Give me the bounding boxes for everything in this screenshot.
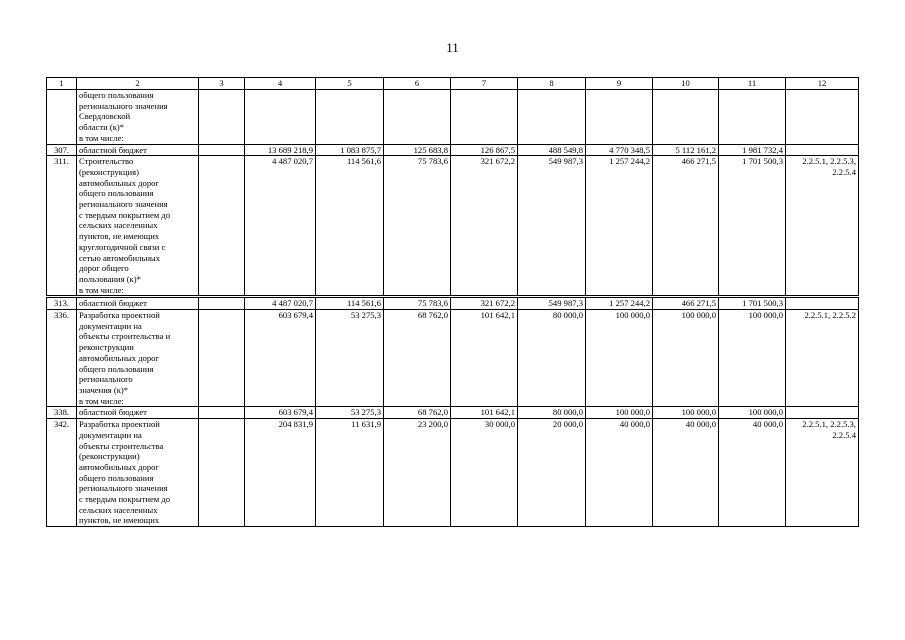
target-code-line: 2.2.5.4 bbox=[832, 429, 856, 440]
name-line: с твердым покрытием до bbox=[79, 494, 171, 505]
value-cell-c7: 101 642,1 bbox=[451, 407, 518, 419]
value-cell-c11: 100 000,0 bbox=[719, 407, 786, 419]
source-cell bbox=[199, 90, 245, 145]
value-cell-c6: 68 762,0 bbox=[384, 407, 451, 419]
header-cell: 11 bbox=[719, 78, 786, 90]
name-cell bbox=[77, 407, 199, 419]
name-line: общего пользования bbox=[79, 188, 154, 199]
value-cell-c9: 100 000,0 bbox=[586, 310, 653, 407]
source-cell bbox=[199, 297, 245, 310]
value-cell-c5: 11 631,9 bbox=[316, 419, 384, 527]
name-cell bbox=[77, 90, 199, 145]
name-line: (реконструкция) bbox=[79, 166, 139, 177]
target-code-cell bbox=[786, 419, 859, 527]
value-cell-c4: 603 679,4 bbox=[245, 310, 316, 407]
source-cell bbox=[199, 310, 245, 407]
value-cell-c11: 1 701 500,3 bbox=[719, 297, 786, 310]
target-code-line: 2.2.5.1, 2.2.5.3, bbox=[802, 419, 856, 430]
value-cell-c6: 75 783,6 bbox=[384, 297, 451, 310]
value-cell-c5: 1 083 875,7 bbox=[316, 144, 384, 156]
table-row bbox=[47, 297, 859, 310]
header-cell: 2 bbox=[77, 78, 199, 90]
name-line: в том числе: bbox=[79, 284, 124, 295]
value-cell-c8: 488 549,8 bbox=[518, 144, 586, 156]
name-line: пользования (к)* bbox=[79, 273, 141, 284]
target-code-cell bbox=[786, 144, 859, 156]
header-cell: 4 bbox=[245, 78, 316, 90]
header-cell: 12 bbox=[786, 78, 859, 90]
name-line: областной бюджет bbox=[79, 298, 147, 309]
source-cell bbox=[199, 419, 245, 527]
target-code-cell bbox=[786, 156, 859, 297]
name-line: Разработка проектной bbox=[79, 310, 160, 321]
value-cell-c9: 40 000,0 bbox=[586, 419, 653, 527]
table-row bbox=[47, 407, 859, 419]
name-line: автомобильных дорог bbox=[79, 352, 159, 363]
source-cell bbox=[199, 156, 245, 297]
value-cell-c10: 466 271,5 bbox=[653, 297, 719, 310]
value-cell-c9: 1 257 244,2 bbox=[586, 297, 653, 310]
name-line: дорог общего bbox=[79, 263, 129, 274]
target-code-line: 2.2.5.1, 2.2.5.3, bbox=[802, 156, 856, 167]
value-cell-c7: 101 642,1 bbox=[451, 310, 518, 407]
name-cell bbox=[77, 144, 199, 156]
budget-table bbox=[46, 77, 859, 527]
target-code-line: 2.2.5.4 bbox=[832, 166, 856, 177]
name-line: (реконструкции) bbox=[79, 451, 140, 462]
table-row bbox=[47, 144, 859, 156]
value-cell-c6: 125 683,8 bbox=[384, 144, 451, 156]
value-cell-c5: 114 561,6 bbox=[316, 156, 384, 297]
value-cell-c11: 40 000,0 bbox=[719, 419, 786, 527]
value-cell-c10: 466 271,5 bbox=[653, 156, 719, 297]
value-cell-c4: 603 679,4 bbox=[245, 407, 316, 419]
name-line: Разработка проектной bbox=[79, 419, 160, 430]
name-line: общего пользования bbox=[79, 90, 154, 100]
table-row bbox=[47, 310, 859, 407]
name-line: реконструкции bbox=[79, 342, 134, 353]
name-line: регионального значения bbox=[79, 199, 168, 210]
value-cell-c4: 13 689 218,9 bbox=[245, 144, 316, 156]
name-line: объекты строительства и bbox=[79, 331, 171, 342]
header-cell: 3 bbox=[199, 78, 245, 90]
row-number-cell bbox=[47, 90, 77, 145]
value-cell-c10: 100 000,0 bbox=[653, 310, 719, 407]
value-cell-c7: 321 672,2 bbox=[451, 297, 518, 310]
name-line: областной бюджет bbox=[79, 407, 147, 418]
value-cell-c7: 126 867,5 bbox=[451, 144, 518, 156]
name-cell bbox=[77, 310, 199, 407]
source-cell bbox=[199, 407, 245, 419]
value-cell-c8: 80 000,0 bbox=[518, 407, 586, 419]
value-cell-c6: 23 200,0 bbox=[384, 419, 451, 527]
value-cell-c8: 80 000,0 bbox=[518, 310, 586, 407]
header-cell: 5 bbox=[316, 78, 384, 90]
header-cell: 7 bbox=[451, 78, 518, 90]
value-cell-c10 bbox=[653, 90, 719, 145]
value-cell-c5: 114 561,6 bbox=[316, 297, 384, 310]
name-line: сельских населенных bbox=[79, 504, 158, 515]
value-cell-c7: 30 000,0 bbox=[451, 419, 518, 527]
name-line: сетью автомобильных bbox=[79, 252, 160, 263]
value-cell-c10: 5 112 161,2 bbox=[653, 144, 719, 156]
header-row bbox=[47, 78, 859, 90]
row-number-cell: 342. bbox=[47, 419, 77, 527]
value-cell-c6 bbox=[384, 90, 451, 145]
table-row bbox=[47, 419, 859, 527]
name-line: с твердым покрытием до bbox=[79, 209, 171, 220]
name-line: в том числе: bbox=[79, 395, 124, 406]
value-cell-c9 bbox=[586, 90, 653, 145]
name-line: объекты строительства bbox=[79, 440, 164, 451]
name-line: областной бюджет bbox=[79, 144, 147, 155]
value-cell-c8 bbox=[518, 90, 586, 145]
row-number-cell: 338. bbox=[47, 407, 77, 419]
name-line: сельских населенных bbox=[79, 220, 158, 231]
target-code-cell bbox=[786, 297, 859, 310]
target-code-cell bbox=[786, 407, 859, 419]
value-cell-c10: 40 000,0 bbox=[653, 419, 719, 527]
name-line: Строительство bbox=[79, 156, 134, 167]
value-cell-c5: 53 275,3 bbox=[316, 310, 384, 407]
name-line: области (к)* bbox=[79, 122, 125, 133]
header-cell: 6 bbox=[384, 78, 451, 90]
table-row bbox=[47, 156, 859, 297]
name-line: общего пользования bbox=[79, 363, 154, 374]
name-line: в том числе: bbox=[79, 132, 124, 143]
value-cell-c8: 549 987,3 bbox=[518, 297, 586, 310]
value-cell-c5 bbox=[316, 90, 384, 145]
page-number: 11 bbox=[446, 40, 459, 55]
target-code-cell bbox=[786, 90, 859, 145]
name-line: круглогодичной связи с bbox=[79, 241, 166, 252]
value-cell-c5: 53 275,3 bbox=[316, 407, 384, 419]
name-line: регионального значения bbox=[79, 100, 168, 111]
value-cell-c11 bbox=[719, 90, 786, 145]
value-cell-c11: 100 000,0 bbox=[719, 310, 786, 407]
header-cell: 10 bbox=[653, 78, 719, 90]
value-cell-c4: 4 487 020,7 bbox=[245, 297, 316, 310]
value-cell-c4: 4 487 020,7 bbox=[245, 156, 316, 297]
name-cell bbox=[77, 297, 199, 310]
name-line: документации на bbox=[79, 429, 142, 440]
target-code-cell bbox=[786, 310, 859, 407]
name-line: пунктов, не имеющих bbox=[79, 515, 160, 526]
header-cell: 9 bbox=[586, 78, 653, 90]
value-cell-c8: 549 987,3 bbox=[518, 156, 586, 297]
name-cell bbox=[77, 419, 199, 527]
row-number-cell: 307. bbox=[47, 144, 77, 156]
value-cell-c4: 204 831,9 bbox=[245, 419, 316, 527]
header-cell: 1 bbox=[47, 78, 77, 90]
row-number-cell: 313. bbox=[47, 297, 77, 310]
name-line: значения (к)* bbox=[79, 384, 129, 395]
name-line: регионального значения bbox=[79, 483, 168, 494]
name-line: документации на bbox=[79, 320, 142, 331]
value-cell-c10: 100 000,0 bbox=[653, 407, 719, 419]
value-cell-c11: 1 701 500,3 bbox=[719, 156, 786, 297]
target-code-line: 2.2.5.1, 2.2.5.2 bbox=[804, 310, 856, 321]
name-line: общего пользования bbox=[79, 472, 154, 483]
value-cell-c9: 1 257 244,2 bbox=[586, 156, 653, 297]
value-cell-c8: 20 000,0 bbox=[518, 419, 586, 527]
name-line: Свердловской bbox=[79, 111, 131, 122]
value-cell-c7 bbox=[451, 90, 518, 145]
value-cell-c9: 4 770 348,5 bbox=[586, 144, 653, 156]
row-number-cell: 311. bbox=[47, 156, 77, 297]
table-row bbox=[47, 90, 859, 145]
value-cell-c6: 75 783,6 bbox=[384, 156, 451, 297]
value-cell-c9: 100 000,0 bbox=[586, 407, 653, 419]
value-cell-c11: 1 981 732,4 bbox=[719, 144, 786, 156]
name-cell bbox=[77, 156, 199, 297]
value-cell-c4 bbox=[245, 90, 316, 145]
name-line: автомобильных дорог bbox=[79, 177, 159, 188]
header-cell: 8 bbox=[518, 78, 586, 90]
value-cell-c7: 321 672,2 bbox=[451, 156, 518, 297]
name-line: автомобильных дорог bbox=[79, 461, 159, 472]
name-line: регионального bbox=[79, 374, 133, 385]
source-cell bbox=[199, 144, 245, 156]
row-number-cell: 336. bbox=[47, 310, 77, 407]
name-line: пунктов, не имеющих bbox=[79, 231, 160, 242]
value-cell-c6: 68 762,0 bbox=[384, 310, 451, 407]
